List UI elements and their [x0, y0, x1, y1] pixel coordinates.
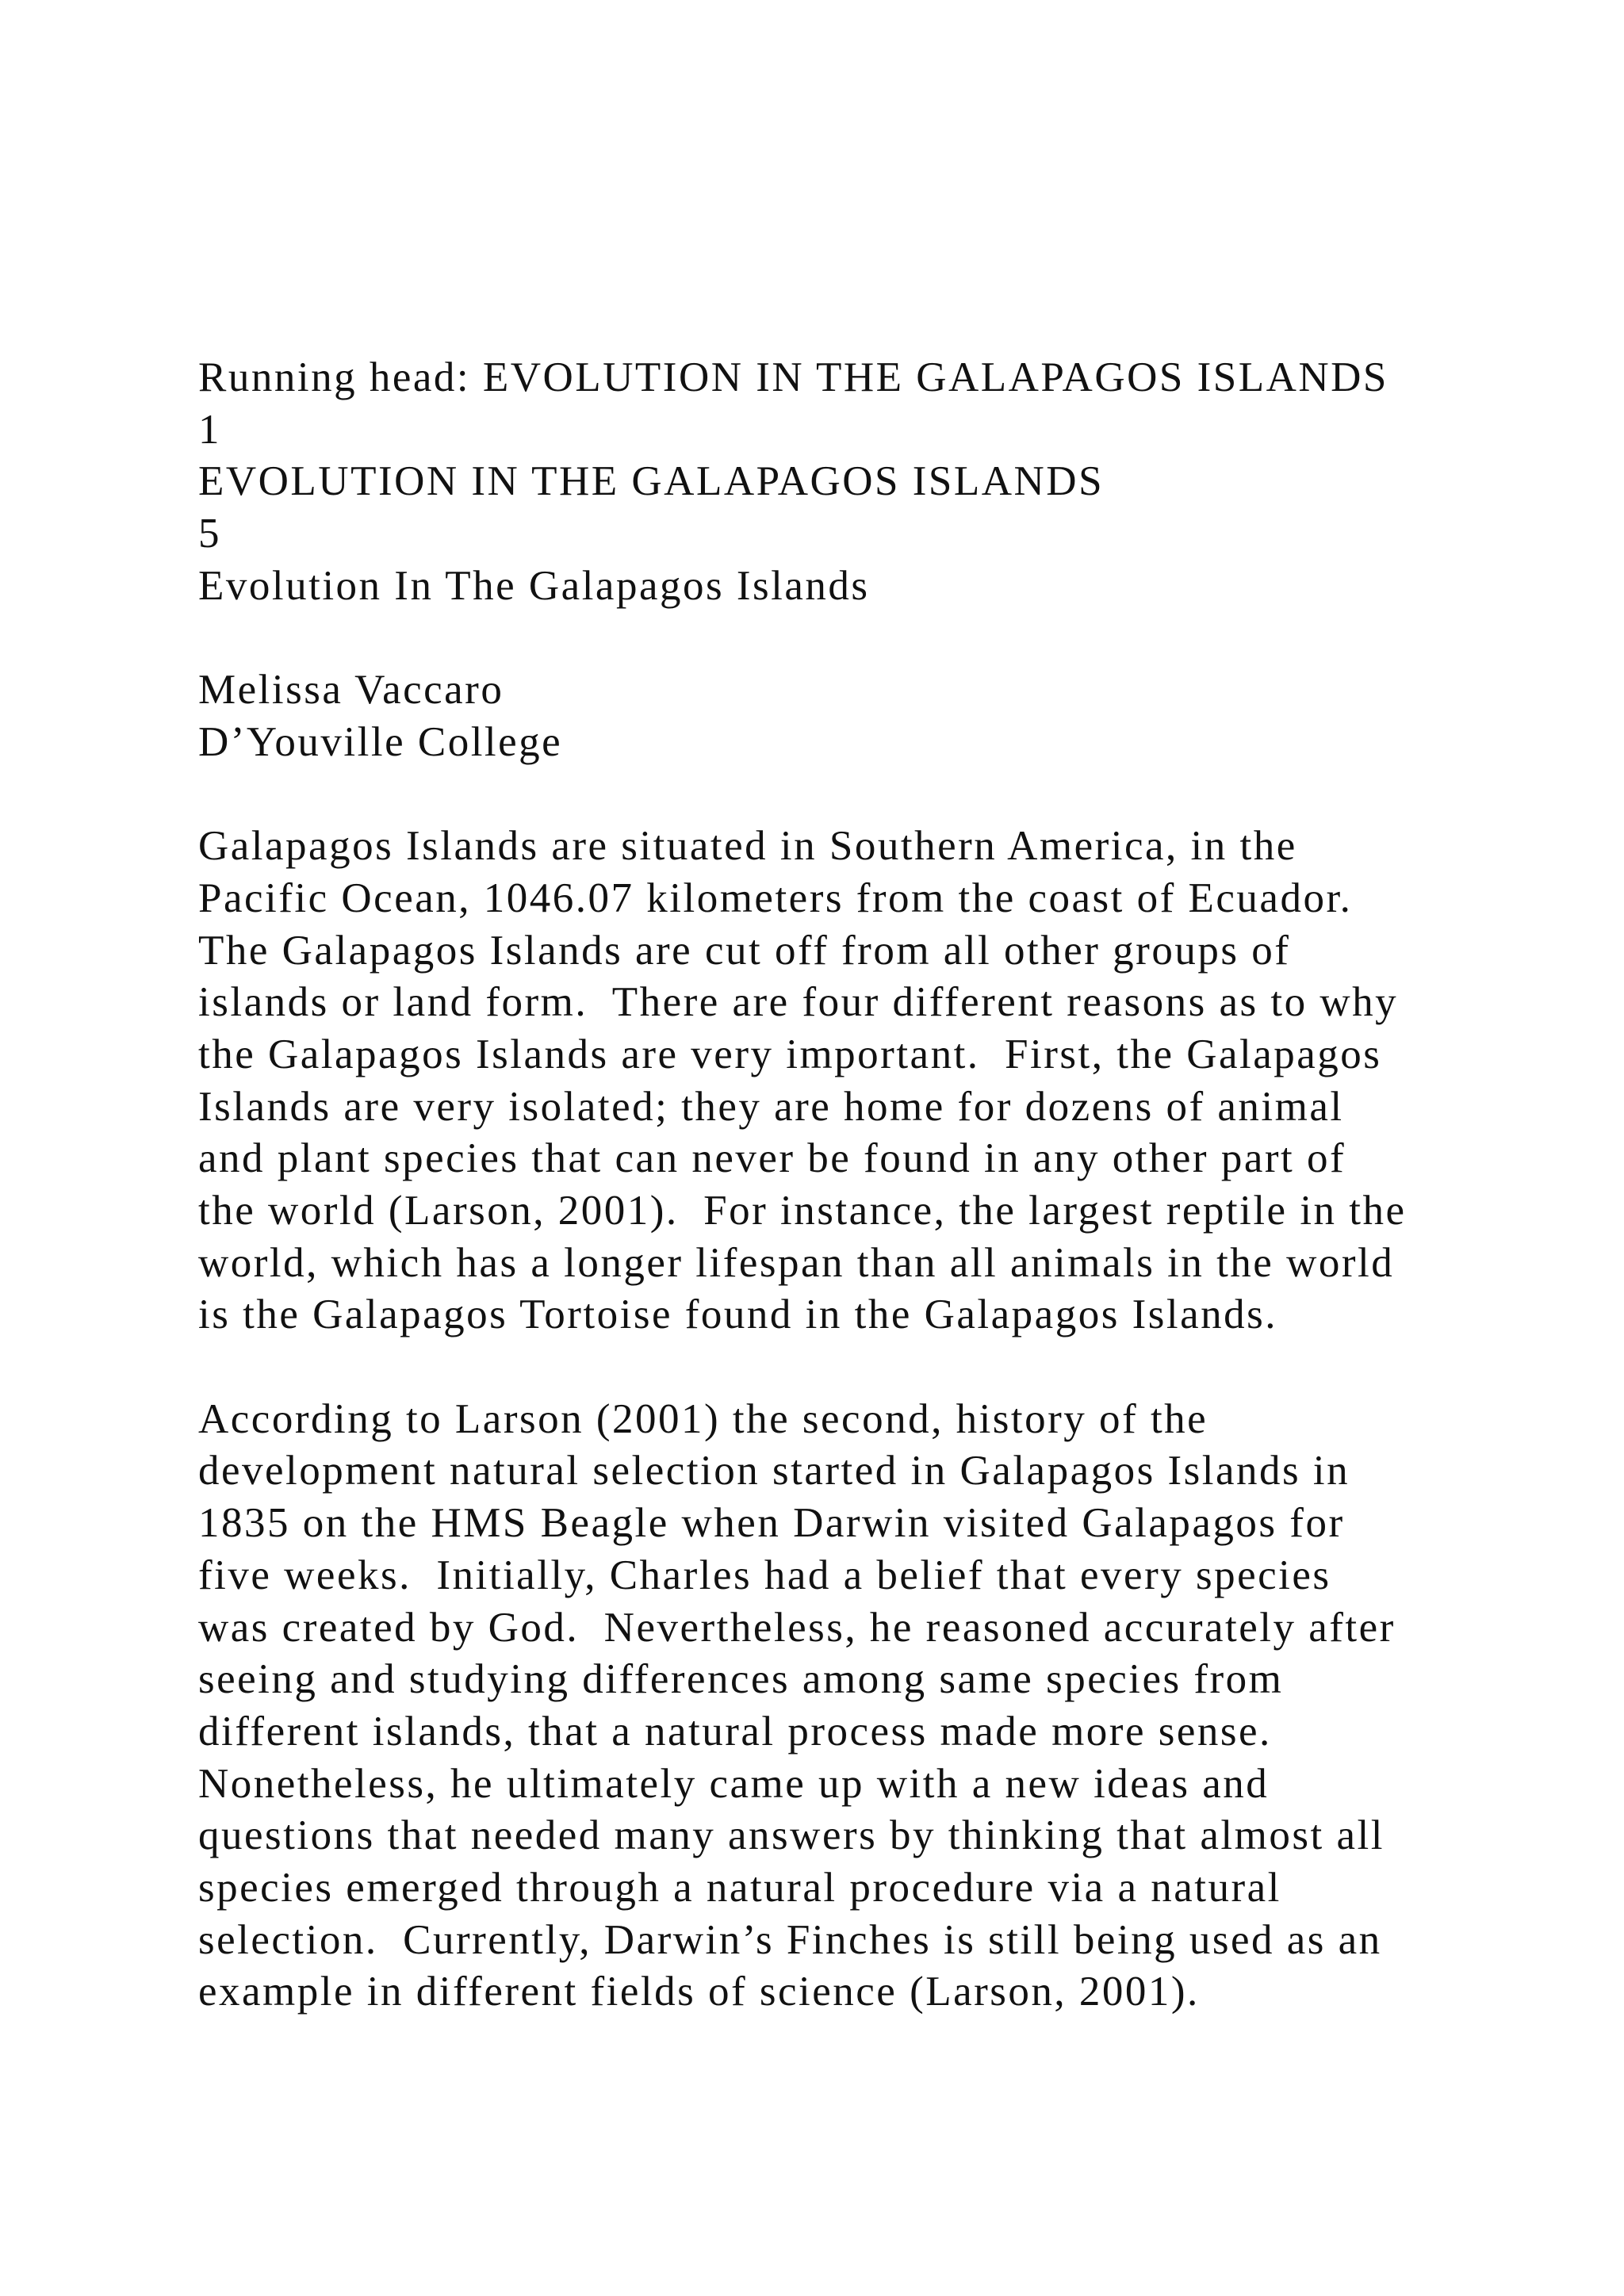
- paragraph-line: selection. Currently, Darwin’s Finches is still being used as an: [198, 1916, 1382, 1963]
- paragraph-line: questions that needed many answers by thinking that almost all: [198, 1812, 1385, 1859]
- paragraph-line: is the Galapagos Tortoise found in the Galapagos Islands.: [198, 1292, 1277, 1338]
- blank-line: [198, 769, 1530, 821]
- blank-line: [198, 612, 1530, 664]
- paragraph-line: example in different fields of science (Larson, 2001).: [198, 1969, 1200, 2015]
- paragraph-line: different islands, that a natural process made more sense.: [198, 1708, 1272, 1755]
- paragraph-line: seeing and studying differences among same species from: [198, 1656, 1284, 1703]
- paper-title: Evolution In The Galapagos Islands: [198, 562, 870, 609]
- paragraph-line: Galapagos Islands are situated in Southern America, in the: [198, 823, 1297, 870]
- author-name: Melissa Vaccaro: [198, 667, 504, 714]
- paragraph-line: Islands are very isolated; they are home for dozens of animal: [198, 1083, 1344, 1130]
- paragraph-line: was created by God. Nevertheless, he reasoned accurately after: [198, 1604, 1396, 1651]
- document-text: [198, 352, 1530, 2019]
- paragraph-line: Pacific Ocean, 1046.07 kilometers from the coast of Ecuador.: [198, 874, 1353, 921]
- institution-name: D’Youville College: [198, 718, 563, 765]
- paragraph-line: five weeks. Initially, Charles had a belief that every species: [198, 1552, 1331, 1598]
- paragraph-line: and plant species that can never be found in any other part of: [198, 1135, 1346, 1182]
- paragraph-1: [198, 821, 1530, 1341]
- page-number: 1: [198, 406, 221, 453]
- blank-line: [198, 1341, 1530, 1394]
- paragraph-2: [198, 1394, 1530, 2019]
- paragraph-line: The Galapagos Islands are cut off from all other groups of: [198, 927, 1291, 974]
- paragraph-line: world, which has a longer lifespan than all animals in the world: [198, 1239, 1395, 1286]
- paragraph-line: the Galapagos Islands are very important. First, the Galapagos: [198, 1031, 1382, 1077]
- paragraph-line: Nonetheless, he ultimately came up with a new ideas and: [198, 1760, 1270, 1807]
- paragraph-line: species emerged through a natural procedure via a natural: [198, 1864, 1281, 1911]
- paragraph-line: development natural selection started in Galapagos Islands in: [198, 1448, 1350, 1494]
- paragraph-line: According to Larson (2001) the second, history of the: [198, 1395, 1208, 1442]
- paragraph-line: the world (Larson, 2001). For instance, the largest reptile in the: [198, 1188, 1407, 1234]
- page-number: 5: [198, 511, 221, 557]
- running-head: Running head: EVOLUTION IN THE GALAPAGOS ISLANDS: [198, 354, 1388, 400]
- paragraph-line: 1835 on the HMS Beagle when Darwin visited Galapagos for: [198, 1500, 1345, 1547]
- paragraph-line: islands or land form. There are four different reasons as to why: [198, 979, 1399, 1026]
- short-title-header: EVOLUTION IN THE GALAPAGOS ISLANDS: [198, 458, 1105, 505]
